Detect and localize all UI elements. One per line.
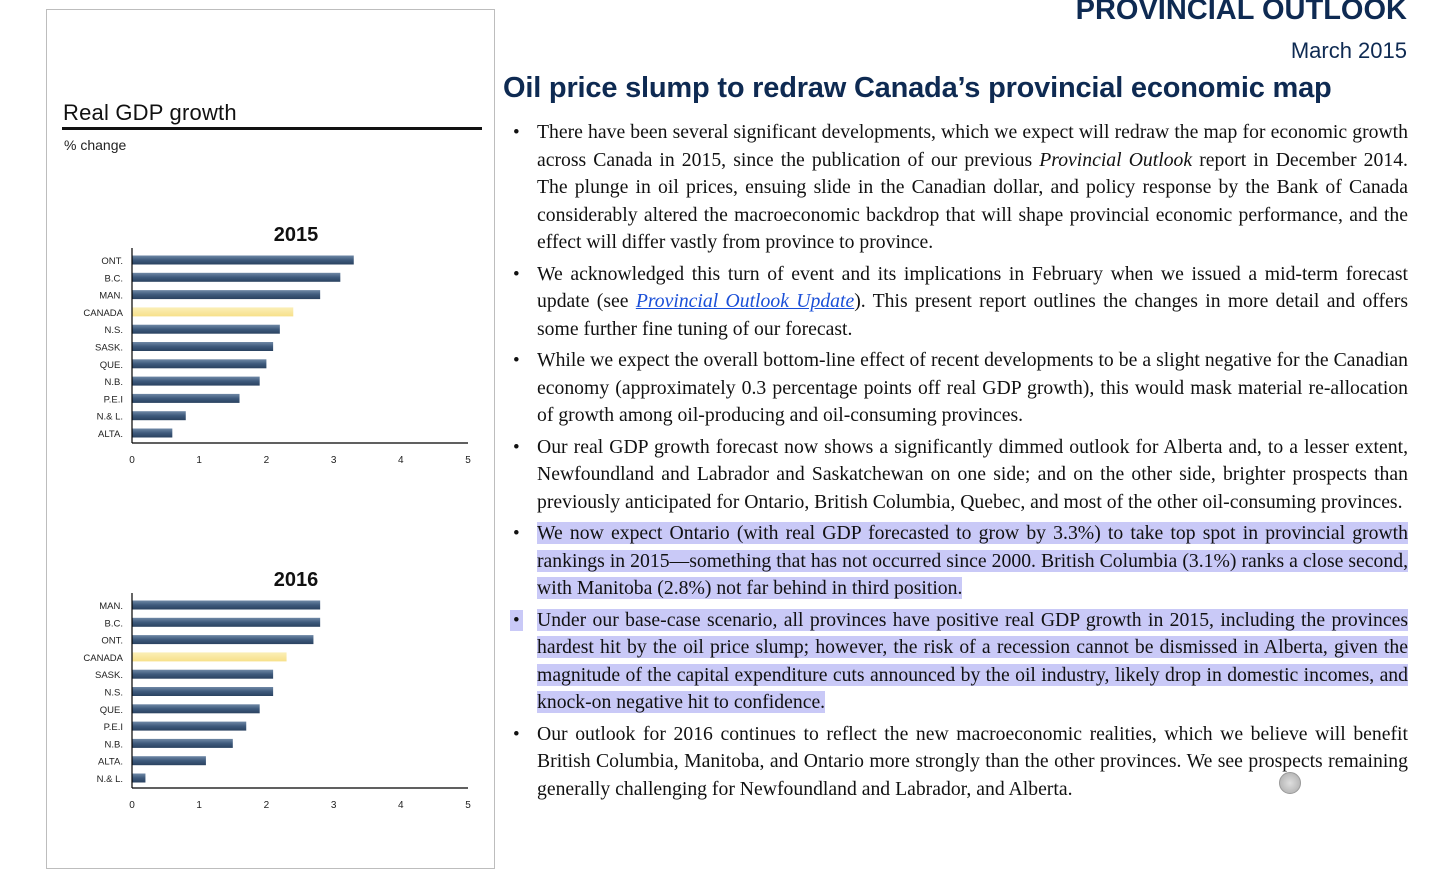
bar-highlight [132,307,293,316]
category-label: N.B. [104,739,123,751]
chart-panel-subtitle: % change [64,137,127,153]
bar [132,411,186,420]
bullet-list [507,119,1408,807]
category-label: CANADA [83,652,123,664]
category-label: P.E.I [103,394,123,406]
bullet-dot-icon: • [513,607,523,635]
x-tick-label: 4 [398,800,404,811]
x-tick-label: 0 [129,800,135,811]
x-tick-label: 3 [330,455,337,466]
bullet-dot-icon: • [513,263,520,285]
category-label: N.S. [104,325,123,337]
x-tick-label: 4 [398,455,404,466]
bar [132,290,320,299]
bar [132,429,172,438]
category-label: ALTA. [98,429,123,440]
bar [132,704,260,713]
bullet-dot-icon: • [513,523,520,544]
bar [132,325,280,334]
italic-text: Provincial Outlook [1039,148,1193,171]
chart-title: 2015 [273,224,319,246]
bullet-item [507,434,1408,517]
bar [132,618,320,627]
bar [132,722,246,731]
category-label: QUE. [99,359,123,371]
report-title: PROVINCIAL OUTLOOK [1075,0,1407,26]
text-run: Our real GDP growth forecast now shows a significantly dimmed outlook for Alberta and, to a lesser extent, Newfoundland and Labrador and Saskatchewan on one side; and on the other side, brighter prospects than previously anticipated for Ontario, British Columbia, Quebec, and most of the other oil-consuming provinces. [537,435,1408,513]
text-run: We acknowledged this turn of event and its implications in February when we issued a mid-term forecast update (see [537,262,1408,312]
bar [132,601,320,610]
bullet-text [537,349,1408,426]
x-tick-label: 3 [330,800,337,811]
bar [132,687,273,696]
category-label: ONT. [101,256,123,267]
bullet-text [537,436,1408,513]
category-label: N.B. [104,377,123,389]
provincial-outlook-update-link[interactable]: Provincial Outlook Update [635,290,855,312]
chart-title: 2016 [273,569,319,591]
bar [132,394,240,403]
bar [132,359,266,368]
text-run: Under our base-case scenario, all provinces have positive real GDP growth in 2015, including the provinces hardest hit by the oil price slump; however, the risk of a recession cannot be dismissed in Alberta, given the magnitude of the capital expenditure cuts announced by the oil industry, likely drop in domestic incomes, and knock-on negative hit to confidence. [537,608,1408,713]
bullet-text [537,723,1408,800]
category-label: MAN. [99,601,123,612]
bar [132,756,206,765]
bar [132,377,260,386]
bullet-text [537,263,1408,340]
category-label: N.S. [104,687,123,699]
bullet-item [507,520,1408,603]
x-tick-label: 2 [263,455,270,466]
x-tick-label: 2 [263,800,270,811]
bar [132,739,233,748]
text-run: There have been several significant developments, which we expect will redraw the map for economic growth across Canada in 2015, since the publication of our previous [537,121,1408,171]
category-label: CANADA [83,307,123,319]
bullet-dot-icon: • [513,122,520,143]
category-label: P.E.I [103,722,123,734]
bullet-dot-icon: • [513,436,520,458]
chart-panel-title: Real GDP growth [63,100,237,125]
text-run: Our outlook for 2016 continues to reflect the new macroeconomic realities, which we believe will benefit British Columbia, Manitoba, and Ontario more strongly than the other provinces. We see prospects remaining generally challenging for Newfoundland and Labrador, and Alberta. [537,722,1408,800]
category-label: ONT. [101,635,123,647]
category-label: QUE. [99,704,123,716]
category-label: MAN. [99,290,123,302]
x-tick-label: 5 [465,800,471,811]
text-run: ). This present report outlines the changes in more detail and offers some further fine tuning of our forecast. [537,290,1408,340]
title-divider [62,127,482,130]
bullet-text [537,121,1408,253]
bullet-item [507,607,1408,717]
bullet-text [537,609,1408,714]
bullet-dot-icon: • [513,723,520,745]
bullet-item [507,261,1408,344]
x-tick-label: 1 [196,800,202,811]
bullet-item [507,721,1408,804]
bar [132,670,273,679]
bullet-text [537,522,1408,599]
category-label: SASK. [95,342,123,354]
category-label: N.& L. [96,774,123,785]
report-date: March 2015 [1290,38,1407,63]
page-headline: Oil price slump to redraw Canada’s provincial economic map [503,72,1332,104]
bar [132,256,354,265]
x-tick-label: 1 [196,455,202,466]
text-run: report in December 2014. The plunge in oil prices, ensuing slide in the Canadian dollar, and policy response by the Bank of Canada considerably altered the macroeconomic backdrop that will shape provincial economic performance, and the effect will differ vastly from province to province. [537,148,1408,253]
bar-highlight [132,652,287,661]
bullet-item [507,347,1408,430]
bar [132,635,313,644]
bar-chart-2016 [60,560,490,830]
bar [132,273,340,282]
cursor-icon [1279,772,1301,794]
x-tick-label: 5 [465,455,471,466]
category-label: B.C. [104,273,123,285]
text-run: We now expect Ontario (with real GDP forecasted to grow by 3.3%) to take top spot in provincial growth rankings in 2015—something that has not occurred since 2000. British Columbia (3.1%) ranks a close second, with Manitoba (2.8%) not far behind in third position. [537,522,1408,599]
text-run: While we expect the overall bottom-line effect of recent developments to be a slight negative for the Canadian economy (approximately 0.3 percentage points off real GDP growth), this would mask material re-allocation of growth among oil-producing and oil-consuming provinces. [537,349,1408,426]
bar [132,774,145,783]
bullet-dot-icon: • [513,350,520,371]
category-label: SASK. [95,670,123,682]
category-label: B.C. [104,618,123,630]
bar-chart-2015 [60,215,490,485]
x-tick-label: 0 [129,455,135,466]
bullet-item [507,119,1408,257]
category-label: N.& L. [96,411,123,423]
category-label: ALTA. [98,756,123,768]
bar [132,342,273,351]
